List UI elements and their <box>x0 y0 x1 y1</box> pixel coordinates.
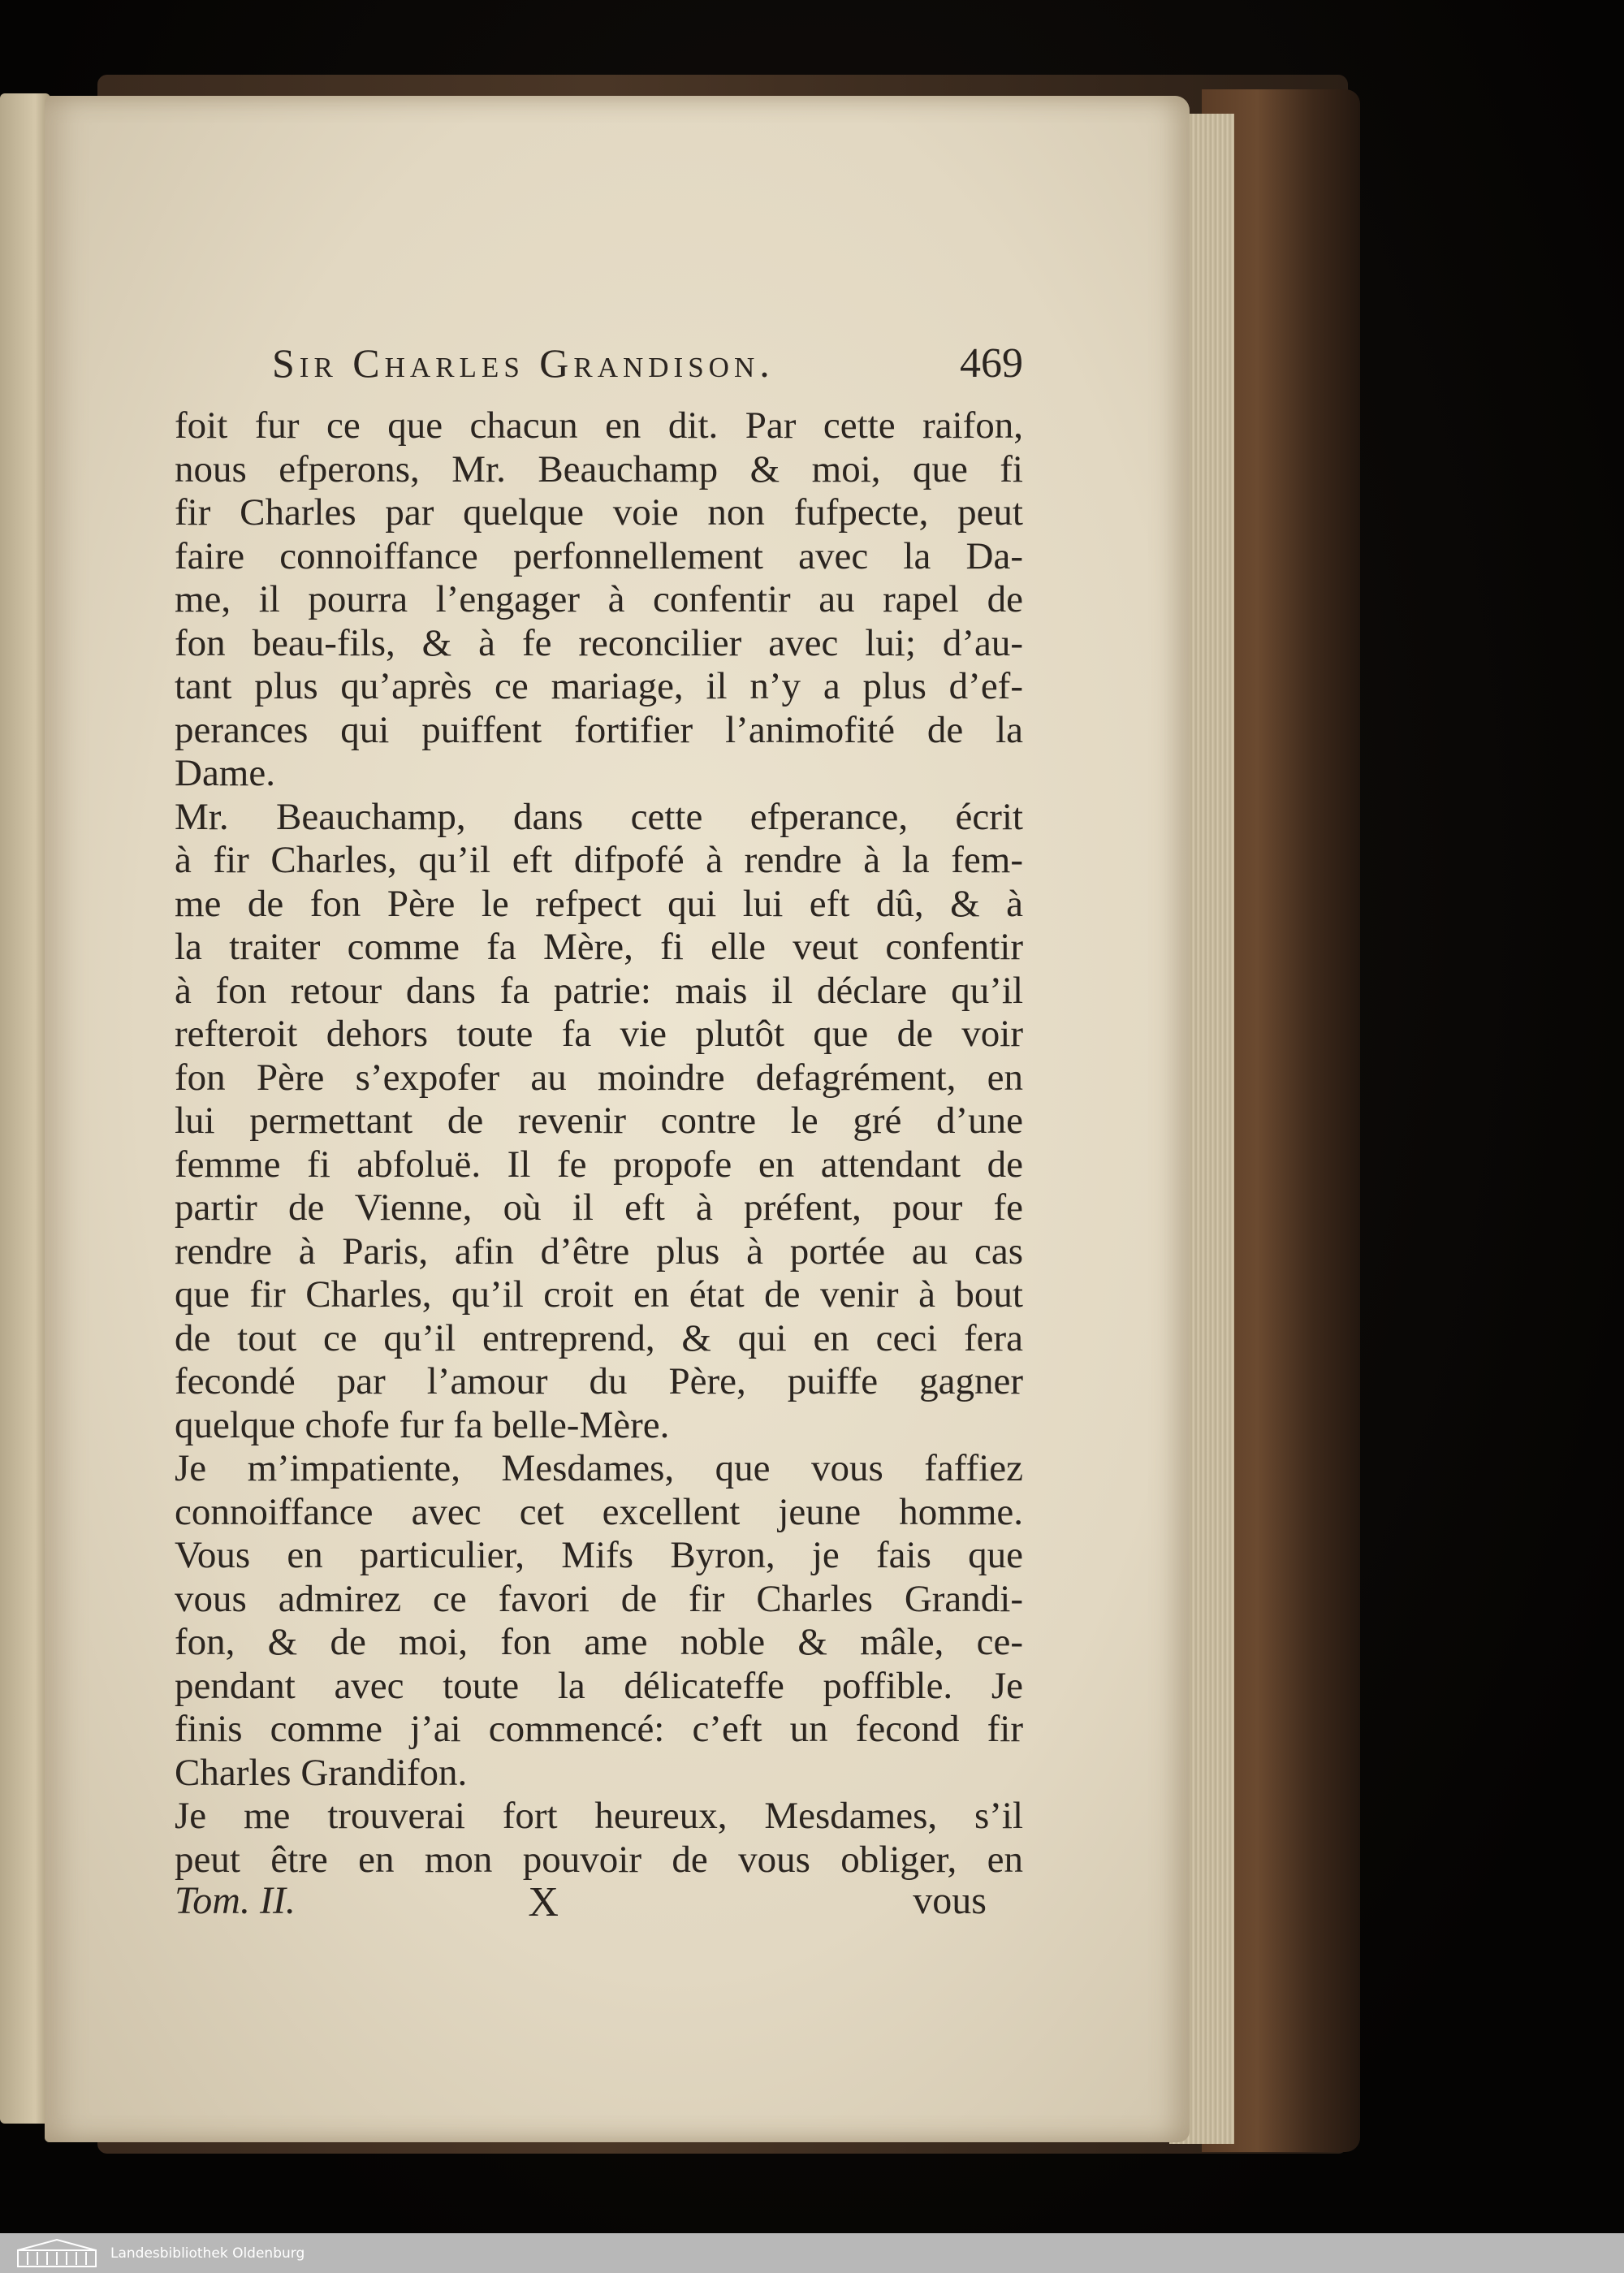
text-line: finis comme j’ai commencé: c’eft un fecond fir <box>175 1708 1023 1750</box>
text-line: peut être en mon pouvoir de vous obliger, en <box>175 1838 1023 1881</box>
text-line: nous efperons, Mr. Beauchamp & moi, que fi <box>175 447 1023 490</box>
page-footer <box>175 1878 987 1926</box>
text-line: de tout ce qu’il entreprend, & qui en ceci fera <box>175 1316 1023 1359</box>
text-line: connoiffance avec cet excellent jeune homme. <box>175 1490 1023 1533</box>
text-line: à fir Charles, qu’il eft difpofé à rendre à la fem- <box>175 839 1023 881</box>
text-line: fon beau-fils, & à fe reconcilier avec lui; d’au- <box>175 621 1023 664</box>
running-title: Sir Charles Grandison. <box>272 340 775 386</box>
text-line: Dame. <box>175 752 275 794</box>
page-text-block <box>175 339 1023 1882</box>
text-line: Charles Grandifon. <box>175 1751 468 1794</box>
text-line: refteroit dehors toute fa vie plutôt que de voir <box>175 1013 1023 1055</box>
text-line: fon Père s’expofer au moindre defagrément, en <box>175 1056 1023 1099</box>
library-bar <box>0 2233 1624 2273</box>
volume-mark: Tom. II. <box>175 1879 296 1922</box>
text-line: rendre à Paris, afin d’être plus à portée au cas <box>175 1229 1023 1273</box>
facing-page-edge <box>0 93 50 2124</box>
text-line: que fir Charles, qu’il croit en état de venir à bout <box>175 1273 1023 1316</box>
book-page <box>45 96 1190 2142</box>
text-line: Je m’impatiente, Mesdames, que vous faffiez <box>175 1447 1023 1489</box>
body-text <box>175 404 1023 1882</box>
text-line: à fon retour dans fa patrie: mais il déclare qu’il <box>175 969 1023 1012</box>
text-line: Je me trouverai fort heureux, Mesdames, s’il <box>175 1795 1023 1837</box>
text-line: fir Charles par quelque voie non fufpecte, peut <box>175 491 1023 534</box>
text-line: foit fur ce que chacun en dit. Par cette raifon, <box>175 404 1023 447</box>
text-line: pendant avec toute la délicateffe poffible. Je <box>175 1664 1023 1707</box>
text-line: Mr. Beauchamp, dans cette efperance, écrit <box>175 795 1023 838</box>
text-line: lui permettant de revenir contre le gré d’une <box>175 1100 1023 1142</box>
text-line: perances qui puiffent fortifier l’animofité de la <box>175 708 1023 751</box>
text-line: femme fi abfoluë. Il fe propofe en attendant de <box>175 1143 1023 1186</box>
text-line: fon, & de moi, fon ame noble & mâle, ce- <box>175 1621 1023 1663</box>
text-line: quelque chofe fur fa belle-Mère. <box>175 1403 670 1446</box>
text-line: tant plus qu’après ce mariage, il n’y a plus d’ef- <box>175 665 1023 707</box>
page-number: 469 <box>960 340 1023 387</box>
text-line: partir de Vienne, où il eft à préfent, pour fe <box>175 1186 1023 1229</box>
text-line: fecondé par l’amour du Père, puiffe gagner <box>175 1360 1023 1402</box>
catchword: vous <box>913 1879 987 1922</box>
text-line: vous admirez ce favori de fir Charles Grandi- <box>175 1577 1023 1620</box>
text-line: faire connoiffance perfonnellement avec la Da- <box>175 534 1023 577</box>
text-line: la traiter comme fa Mère, fi elle veut confentir <box>175 926 1023 968</box>
text-line: me de fon Père le refpect qui lui eft dû, & à <box>175 882 1023 925</box>
text-line: Vous en particulier, Mifs Byron, je fais que <box>175 1534 1023 1576</box>
text-line: me, il pourra l’engager à confentir au rapel de <box>175 578 1023 620</box>
running-header <box>175 339 1023 391</box>
library-name: Landesbibliothek Oldenburg <box>110 2245 305 2262</box>
signature-mark: X <box>528 1879 559 1925</box>
library-building-icon <box>15 2237 99 2270</box>
